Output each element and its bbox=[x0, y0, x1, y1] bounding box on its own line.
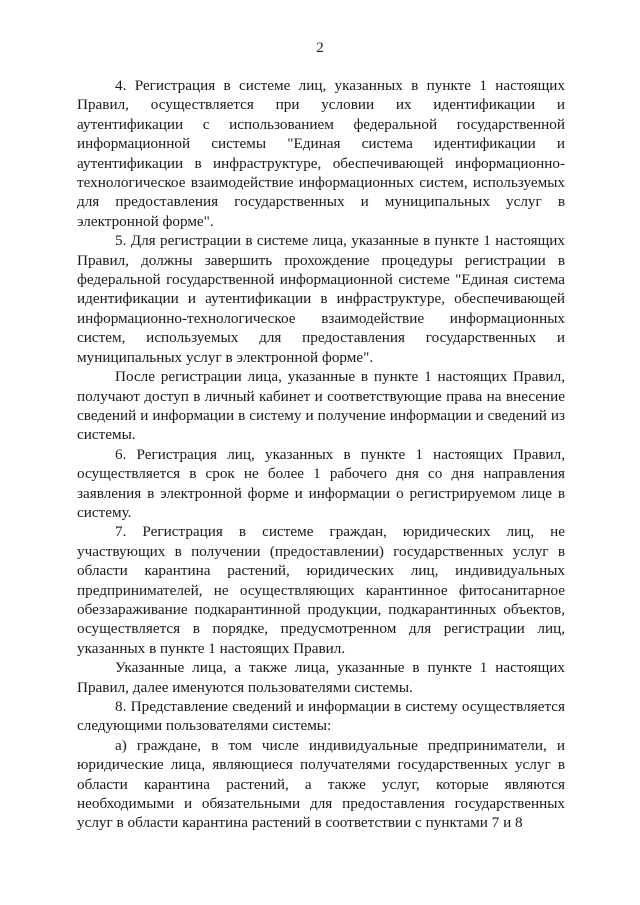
paragraph-item-8: 8. Представление сведений и информации в систему осуществляется следующими пользователями системы: bbox=[77, 698, 565, 735]
paragraph-item-4: 4. Регистрация в системе лиц, указанных в пункте 1 настоящих Правил, осуществляется при условии их идентификации и аутентификации с использованием федеральной государственной информационной системы "Единая система идентификации и аутентификации в инфраструктуре, обеспечивающей информационно-технологическое взаимодействие информационных систем, используемых для предоставления государственных и муниципальных услуг в электронной форме". bbox=[77, 77, 565, 230]
paragraph-item-5: 5. Для регистрации в системе лица, указанные в пункте 1 настоящих Правил, должны завершить прохождение процедуры регистрации в федеральной государственной информационной системе "Единая система идентификации и аутентификации в инфраструктуре, обеспечивающей информационно-технологическое взаимодействие информационных систем, используемых для предоставления государственных и муниципальных услуг в электронной форме". bbox=[77, 232, 565, 366]
page-number: 2 bbox=[316, 40, 324, 56]
paragraph-item-7: 7. Регистрация в системе граждан, юридических лиц, не участвующих в получении (предоставлении) государственных услуг в области карантина растений, юридических лиц, индивидуальных предпринимателей, не осуществляющих карантинное фитосанитарное обеззараживание подкарантинной продукции, подкарантинных объектов, осуществляется в порядке, предусмотренном для регистрации лиц, указанных в пункте 1 настоящих Правил. bbox=[77, 523, 565, 657]
paragraph-users-definition: Указанные лица, а также лица, указанные в пункте 1 настоящих Правил, далее именуются пользователями системы. bbox=[77, 659, 565, 696]
paragraph-item-8a: а) граждане, в том числе индивидуальные предприниматели, и юридические лица, являющиеся получателями государственных услуг в области карантина растений, а также услуг, которые являются необходимыми и обязательными для предоставления государственных услуг в области карантина растений в соответствии с пунктами 7 и 8 bbox=[77, 736, 565, 832]
paragraph-item-6: 6. Регистрация лиц, указанных в пункте 1 настоящих Правил, осуществляется в срок не более 1 рабочего дня со дня направления заявления в электронной форме и информации о регистрируемом лице в систему. bbox=[77, 445, 565, 521]
paragraph-after-registration: После регистрации лица, указанные в пункте 1 настоящих Правил, получают доступ в личный кабинет и соответствующие права на внесение сведений и информации в систему и получение информации и сведений из системы. bbox=[77, 368, 565, 444]
document-body bbox=[77, 76, 565, 833]
